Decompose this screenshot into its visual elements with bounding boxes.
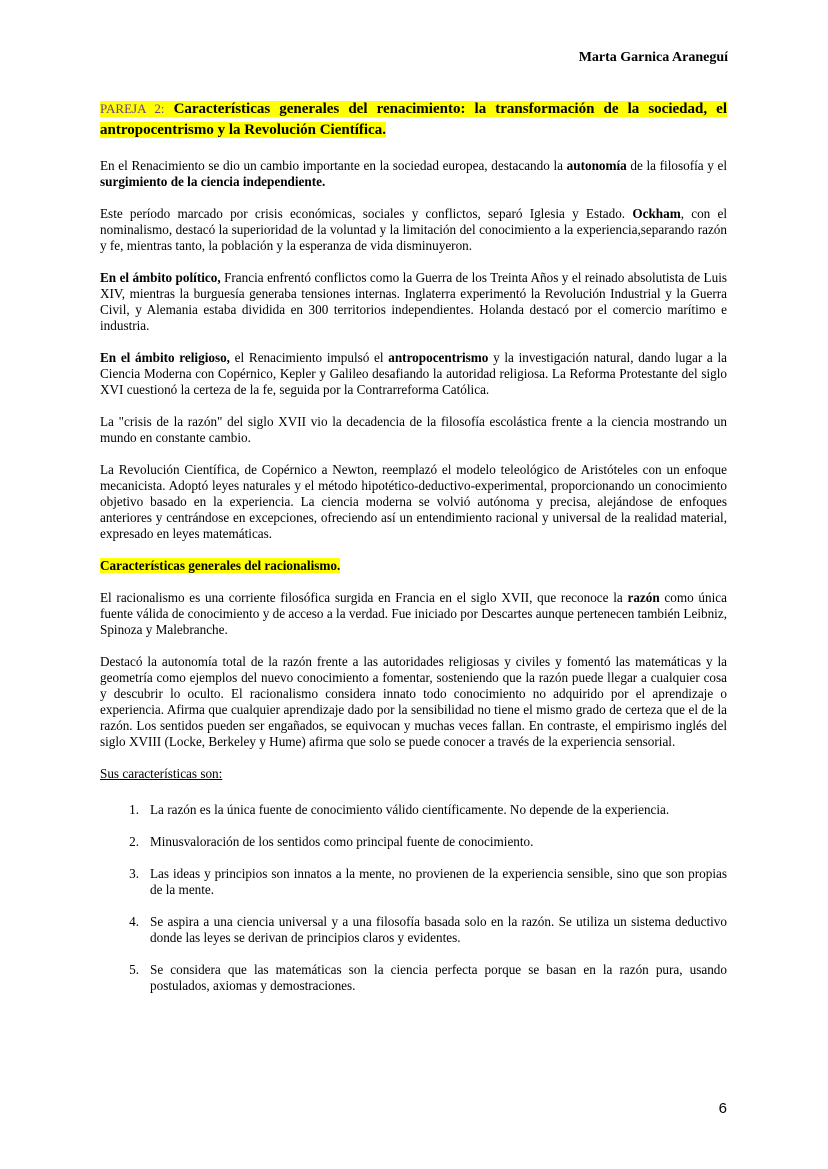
paragraph-scientific-revolution: La Revolución Científica, de Copérnico a Newton, reemplazó el modelo teleológico de Aristóteles con un enfoque mecanicista. Adoptó leyes naturales y el método hipotético-deductivo-experimental, proporcionando un conocimiento objetivo basado en la experiencia. La ciencia moderna se volvió autónoma y precisa, alejándose de enfoques anteriores y centrándose en excepciones, ofreciendo así un entendimiento racional y universal de la realidad material, expresado en leyes matemáticas. [100,462,727,541]
list-item: 5. Se considera que las matemáticas son la ciencia perfecta porque se basan en la razón pura, usando postulados, axiomas y demostraciones. [129,962,727,993]
list-item: 3. Las ideas y principios son innatos a la mente, no provienen de la experiencia sensible, sino que son propias de la mente. [129,866,727,897]
paragraph-political: En el ámbito político, Francia enfrentó conflictos como la Guerra de los Treinta Años y el reinado absolutista de Luis XIV, mientras la burguesía generaba tensiones internas. Inglaterra experimentó la Revolución Industrial y la Guerra Civil, y Alemania estaba dividida en 300 territorios independientes. Holanda destacó por el comercio marítimo e industria. [100,270,728,333]
paragraph-religious: En el ámbito religioso, el Renacimiento impulsó el antropocentrismo y la investigación natural, dando lugar a la Ciencia Moderna con Copérnico, Kepler y Galileo desafiando la autoridad religiosa. La Reforma Protestante del siglo XVI cuestionó la certeza de la fe, seguida por la Contrarreforma Católica. [100,350,727,397]
document-body [100,98,727,1010]
list-item: 1. La razón es la única fuente de conocimiento válido científicamente. No depende de la experiencia. [129,802,670,817]
list-title: Sus características son: [100,766,223,781]
subheading-rationalism: Características generales del racionalismo. [100,558,341,573]
paragraph-crisis: La "crisis de la razón" del siglo XVII vio la decadencia de la filosofía escolástica frente a la ciencia mostrando un mundo en constante cambio. [100,414,727,445]
list-item: 4. Se aspira a una ciencia universal y a una filosofía basada solo en la razón. Se utiliza un sistema deductivo donde las leyes se derivan de principios claros y evidentes. [129,914,727,945]
paragraph-ockham: Este período marcado por crisis económicas, sociales y conflictos, separó Iglesia y Estado. Ockham, con el nominalismo, destacó la superioridad de la voluntad y la limitación del conocimiento a la experiencia,separando razón y fe, mientras tanto, la población y la esperanza de vida disminuyeron. [100,206,728,253]
title-text: Características generales del renacimiento: la transformación de la sociedad, el antropocentrismo y la Revolución Científica. [100,101,727,138]
page-number: 6 [718,1100,727,1117]
characteristics-list [100,802,727,994]
section-title [100,98,727,141]
author-name: Marta Garnica Araneguí [578,50,728,65]
paragraph-rationalism-detail: Destacó la autonomía total de la razón frente a las autoridades religiosas y civiles y fomentó las matemáticas y la geometría como ejemplos del nuevo conocimiento a fomentar, sosteniendo que la razón puede llegar a cualquier cosa y descubrir lo oculto. El racionalismo considera innato todo conocimiento no adquirido por el aprendizaje o experiencia. Afirma que cualquier aprendizaje dado por la sensibilidad no tiene el mismo grado de certeza que el de la razón. Los sentidos pueden ser engañados, se equivocan y muchas veces fallan. En contraste, el empirismo inglés del siglo XVIII (Locke, Berkeley y Hume) afirma que solo se puede conocer a través de la experiencia sensorial. [100,654,727,749]
pair-label: PAREJA 2: [100,101,165,116]
paragraph-intro: En el Renacimiento se dio un cambio importante en la sociedad europea, destacando la autonomía de la filosofía y el surgimiento de la ciencia independiente. [100,158,728,189]
paragraph-rationalism-intro: El racionalismo es una corriente filosófica surgida en Francia en el siglo XVII, que reconoce la razón como única fuente válida de conocimiento y de acceso a la verdad. Fue iniciado por Descartes aunque pertenecen también Leibniz, Spinoza y Malebranche. [100,590,727,637]
list-item: 2. Minusvaloración de los sentidos como principal fuente de conocimiento. [129,834,534,849]
